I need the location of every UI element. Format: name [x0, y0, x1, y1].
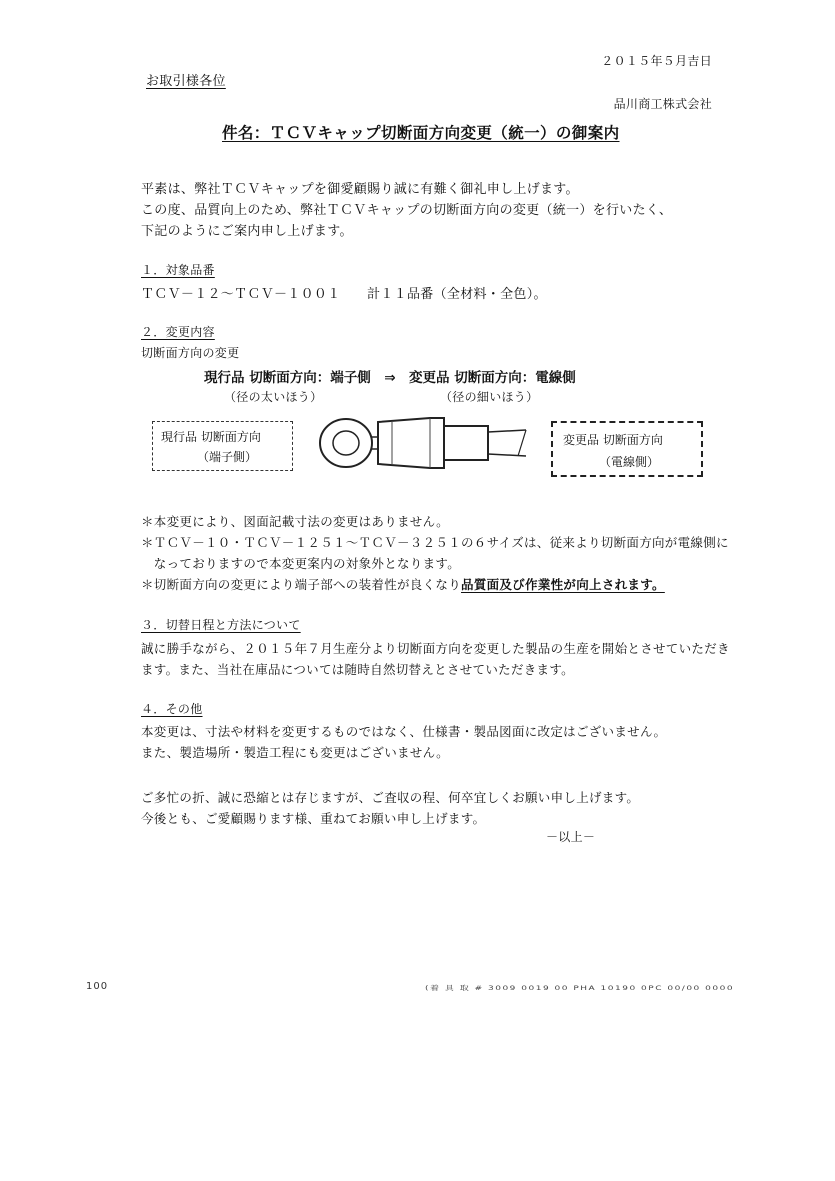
current-box-sublabel: （端子側） [197, 450, 258, 464]
note-2-continued: なっておりますので本変更案内の対象外となります。 [141, 556, 461, 571]
fax-transmission-header: (着 具 取 # 3009 0019 00 PHA 10190 0PC 00/00 0000 [425, 985, 735, 993]
note-2: ＊ＴＣＶ－１０・ＴＣＶ－１２５１～ＴＣＶ－３２５１の６サイズは、従来より切断面方向が電線側に [141, 535, 729, 550]
new-box-label: 変更品 切断面方向 [563, 433, 663, 447]
section-3-line-2: ます。また、当社在庫品については随時自然切替えとさせていただきます。 [141, 662, 574, 677]
new-note: （径の細いほう） [440, 390, 539, 404]
recipient: お取引様各位 [146, 74, 226, 89]
note-3 [141, 575, 665, 593]
intro-line-1: 平素は、弊社ＴＣＶキャップを御愛顧賜り誠に有難く御礼申し上げます。 [141, 182, 579, 197]
new-cut-direction-box [551, 421, 703, 477]
ring-terminal-hole [333, 431, 359, 455]
change-description: 現行品 切断面方向：端子側 ⇒ 変更品 切断面方向：電線側 [204, 370, 576, 386]
wire [488, 430, 526, 432]
note-3-emphasis: 品質面及び作業性が向上されます。 [461, 577, 665, 592]
section-4-line-2: また、製造場所・製造工程にも変更はございません。 [141, 745, 449, 760]
section-4-line-1: 本変更は、寸法や材料を変更するものではなく、仕様書・製品図面に改定はございません。 [141, 724, 667, 739]
current-box-label: 現行品 切断面方向 [161, 430, 261, 444]
current-note: （径の太いほう） [224, 390, 323, 404]
terminal-cap-diagram [312, 410, 534, 476]
section-4-heading: ４．その他 [141, 702, 203, 716]
section-3-heading: ３．切替日程と方法について [141, 618, 301, 632]
cap-body [378, 418, 444, 468]
document-subject: 件名：ＴＣＶキャップ切断面方向変更（統一）の御案内 [222, 124, 620, 142]
document-date: ２０１５年５月吉日 [601, 54, 712, 68]
section-1-body: ＴＣＶ－１２～ＴＣＶ－１００１ 計１１品番（全材料・全色）。 [141, 287, 547, 302]
section-3-line-1: 誠に勝手ながら、２０１５年７月生産分より切断面方向を変更した製品の生産を開始とさせていただき [141, 641, 730, 656]
closing-line-1: ご多忙の折、誠に恐縮とは存じますが、ご査収の程、何卒宜しくお願い申し上げます。 [141, 790, 640, 805]
current-cut-direction-box [152, 421, 293, 471]
intro-line-2: この度、品質向上のため、弊社ＴＣＶキャップの切断面方向の変更（統一）を行いたく、 [141, 203, 673, 218]
new-box-sublabel: （電線側） [599, 455, 660, 469]
ring-terminal-icon [320, 419, 372, 467]
footer-left-mark: 100 [86, 981, 109, 992]
company-name: 品川商工株式会社 [613, 97, 712, 111]
intro-line-3: 下記のようにご案内申し上げます。 [141, 224, 353, 239]
end-mark: －以上－ [546, 830, 596, 844]
note-1: ＊本変更により、図面記載寸法の変更はありません。 [141, 514, 449, 529]
section-2-heading: ２．変更内容 [141, 325, 215, 339]
section-1-heading: １．対象品番 [141, 263, 215, 277]
section-2-subheading: 切断面方向の変更 [141, 346, 240, 360]
cap-tail [444, 426, 488, 460]
closing-line-2: 今後とも、ご愛顧賜ります様、重ねてお願い申し上げます。 [141, 811, 486, 826]
note-3-text: ＊切断面方向の変更により端子部への装着性が良くなり [141, 577, 462, 592]
